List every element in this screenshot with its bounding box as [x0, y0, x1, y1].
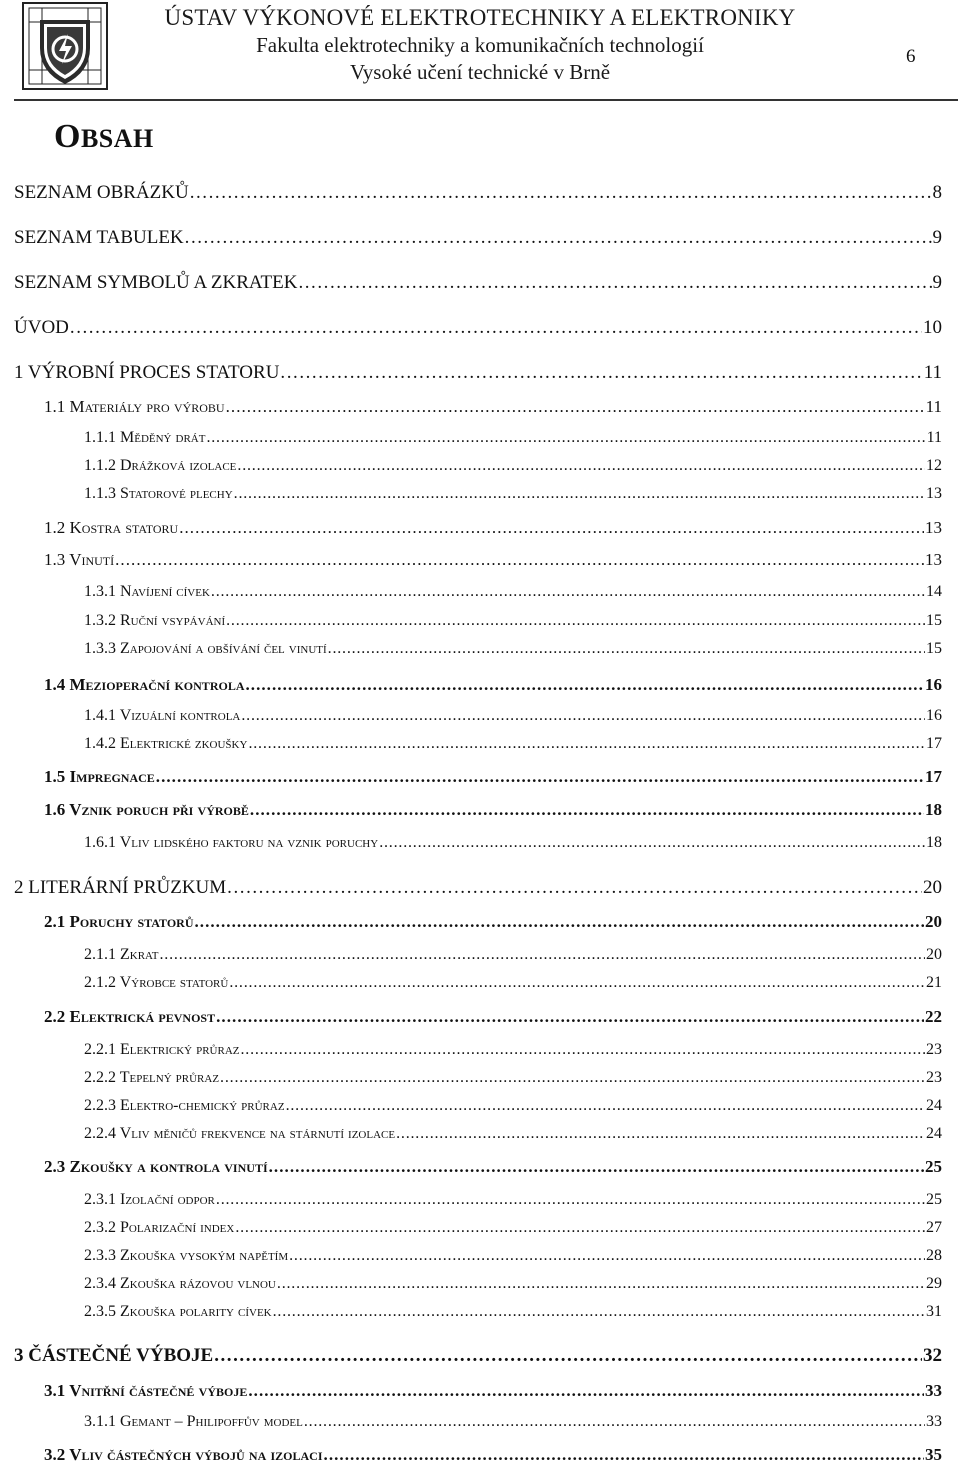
toc-entry[interactable]: 1.1.1 Měděný drát . . . 11 — [84, 429, 942, 447]
page-number: 6 — [906, 46, 916, 67]
toc-entry[interactable]: 2.3.4 Zkouška rázovou vlnou . . . 29 — [84, 1275, 942, 1293]
toc-entry[interactable]: 1.4 Mezioperační kontrola . . . 16 — [44, 675, 942, 695]
toc-entry[interactable]: 2 LITERÁRNÍ PRŮZKUM . . . 20 — [14, 877, 942, 899]
institute-name: ÚSTAV VÝKONOVÉ ELEKTROTECHNIKY A ELEKTRONIKY — [164, 5, 796, 30]
toc-entry[interactable]: 1.3.1 Navíjení cívek . . . 14 — [84, 583, 942, 601]
toc-entry[interactable]: 1.6 Vznik poruch při výrobě . . . 18 — [44, 800, 942, 820]
toc-entry[interactable]: 2.1.2 Výrobce statorů . . . 21 — [84, 974, 942, 992]
toc-entry[interactable]: 1.3 Vinutí . . . 13 — [44, 550, 942, 570]
toc-entry[interactable]: 2.3.1 Izolační odpor . . . 25 — [84, 1191, 942, 1209]
toc-entry[interactable]: 2.3.3 Zkouška vysokým napětím . . . 28 — [84, 1247, 942, 1265]
toc-entry[interactable]: 2.2.3 Elektro-chemický průraz . . . 24 — [84, 1097, 942, 1115]
toc-entry[interactable]: 3.1.1 Gemant – Philipoffův model . . . 33 — [84, 1413, 942, 1431]
university-name: Vysoké učení technické v Brně — [349, 60, 611, 84]
toc-entry[interactable]: SEZNAM TABULEK . . . 9 — [14, 227, 942, 249]
toc-entry[interactable]: ÚVOD . . . 10 — [14, 317, 942, 339]
toc-entry[interactable]: 2.2.4 Vliv měničů frekvence na stárnutí izolace . . . 24 — [84, 1125, 942, 1143]
toc-entry[interactable]: SEZNAM OBRÁZKŮ . . . 8 — [14, 182, 942, 204]
toc-entry[interactable]: 2.3.5 Zkouška polarity cívek . . . 31 — [84, 1303, 942, 1321]
toc-entry[interactable]: 3.2 Vliv částečných výbojů na izolaci . . . 35 — [44, 1445, 942, 1465]
title-rest: BSAH — [80, 124, 154, 153]
toc-entry[interactable]: 3.1 Vnitřní částečné výboje . . . 33 — [44, 1381, 942, 1401]
toc-entry[interactable]: 1.1.3 Statorové plechy . . . 13 — [84, 485, 942, 503]
faculty-name: Fakulta elektrotechniky a komunikačních technologií — [256, 33, 704, 57]
toc-entry[interactable]: 1.1.2 Drážková izolace . . . 12 — [84, 457, 942, 475]
toc-entry[interactable]: 2.1.1 Zkrat . . . 20 — [84, 946, 942, 964]
title-initial: O — [54, 118, 81, 155]
toc-entry[interactable]: 2.2 Elektrická pevnost . . . 22 — [44, 1007, 942, 1027]
toc-entry[interactable]: 2.3 Zkoušky a kontrola vinutí . . . 25 — [44, 1157, 942, 1177]
toc-entry[interactable]: 1.1 Materiály pro výrobu . . . 11 — [44, 397, 942, 417]
toc-entry[interactable]: 2.2.1 Elektrický průraz . . . 23 — [84, 1041, 942, 1059]
toc-entry[interactable]: 1.4.1 Vizuální kontrola . . . 16 — [84, 707, 942, 725]
toc-entry[interactable]: SEZNAM SYMBOLŮ A ZKRATEK . . . 9 — [14, 272, 942, 294]
toc-entry[interactable]: 1 VÝROBNÍ PROCES STATORU . . . 11 — [14, 362, 942, 384]
toc-entry[interactable]: 1.3.3 Zapojování a obšívání čel vinutí . . . 15 — [84, 640, 942, 658]
toc-entry[interactable]: 1.2 Kostra statoru . . . 13 — [44, 518, 942, 538]
toc-entry[interactable]: 2.3.2 Polarizační index . . . 27 — [84, 1219, 942, 1237]
toc-entry[interactable]: 2.1 Poruchy statorů . . . 20 — [44, 912, 942, 932]
toc-entry[interactable]: 1.4.2 Elektrické zkoušky . . . 17 — [84, 735, 942, 753]
toc-entry[interactable]: 2.2.2 Tepelný průraz . . . 23 — [84, 1069, 942, 1087]
toc-entry[interactable]: 1.5 Impregnace . . . 17 — [44, 767, 942, 787]
toc-entry[interactable]: 1.6.1 Vliv lidského faktoru na vznik poruchy . . . 18 — [84, 834, 942, 852]
toc-entry[interactable]: 3 ČÁSTEČNÉ VÝBOJE . . . 32 — [14, 1345, 942, 1367]
toc-entry[interactable]: 1.3.2 Ruční vsypávání . . . 15 — [84, 612, 942, 630]
